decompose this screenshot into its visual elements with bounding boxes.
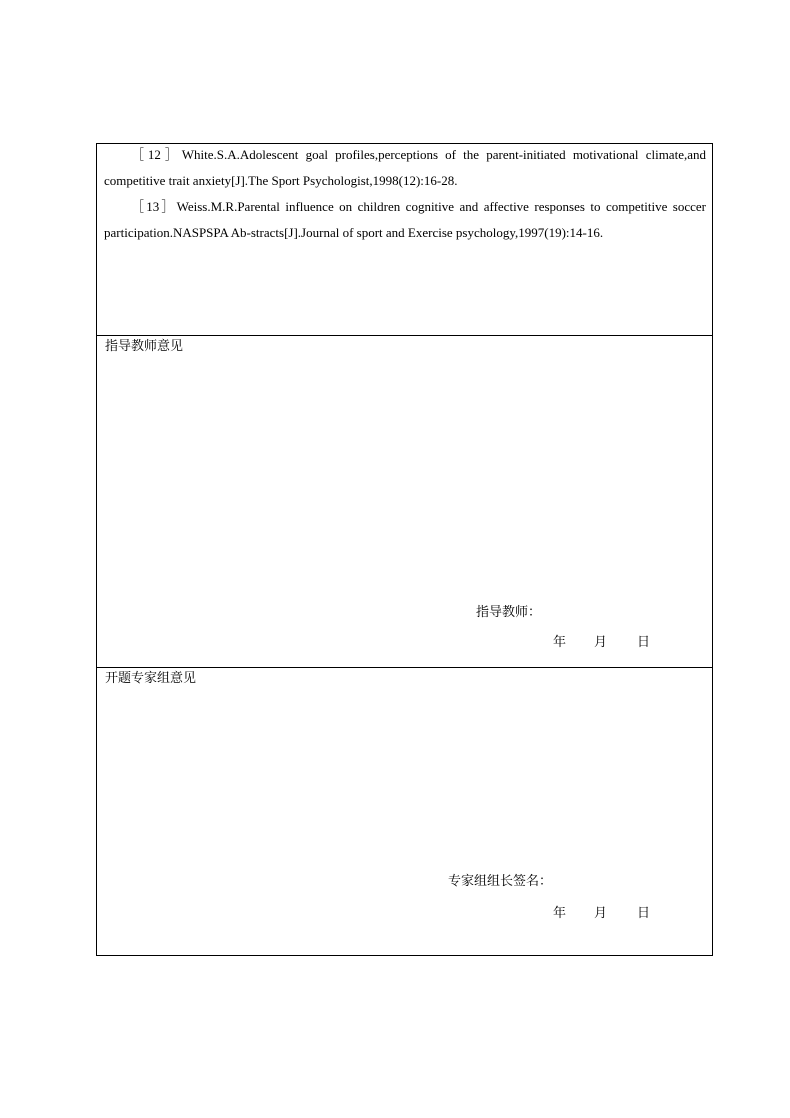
date-year-label: 年 xyxy=(553,635,567,650)
date-year-label: 年 xyxy=(553,906,567,921)
advisor-opinion-heading: 指导教师意见 xyxy=(105,339,184,354)
advisor-signature-label: 指导教师： xyxy=(476,605,542,620)
panel-leader-signature-label: 专家组组长签名： xyxy=(448,874,553,889)
panel-date-row xyxy=(97,905,714,923)
reference-item xyxy=(104,194,706,246)
date-month-label: 月 xyxy=(594,635,608,650)
reference-text: White.S.A.Adolescent goal profiles,perceptions of the parent-initiated motivational climate,and competitive trait anxiety[J].The Sport Psychologist,1998(12):16-28. xyxy=(104,147,706,188)
expert-panel-opinion-heading: 开题专家组意见 xyxy=(105,671,197,686)
date-day-label: 日 xyxy=(637,635,651,650)
references-section xyxy=(97,144,712,336)
date-day-label: 日 xyxy=(637,906,651,921)
advisor-opinion-section xyxy=(97,336,712,668)
advisor-date-row xyxy=(97,634,714,652)
proposal-form-table xyxy=(96,143,713,956)
reference-number: ［13］ xyxy=(131,199,177,214)
expert-panel-opinion-section xyxy=(97,668,712,956)
reference-text: Weiss.M.R.Parental influence on children cognitive and affective responses to competitive soccer participation.NASPSPA Ab-stracts[J].Journal of sport and Exercise psychology,1997(19):14-16. xyxy=(104,199,706,240)
reference-item xyxy=(104,142,706,194)
date-month-label: 月 xyxy=(594,906,608,921)
reference-number: ［12］ xyxy=(131,147,182,162)
